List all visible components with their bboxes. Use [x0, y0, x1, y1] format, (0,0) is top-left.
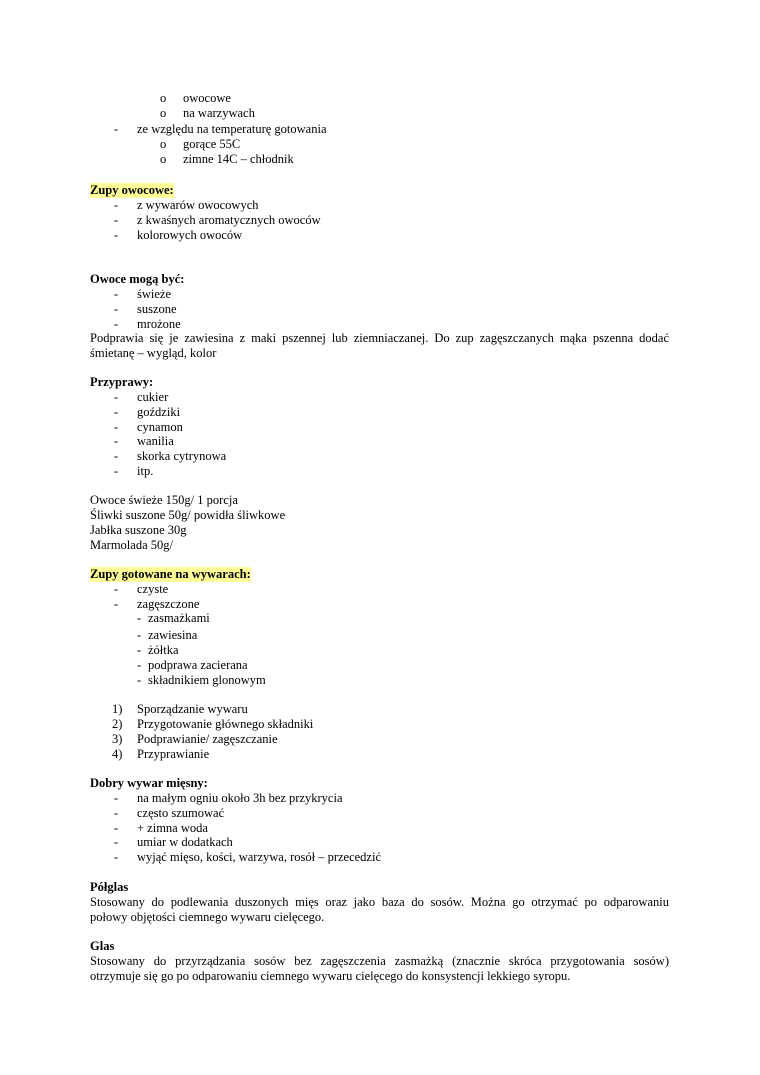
list-item: wyjąć mięso, kości, warzywa, rosół – przecedzić [137, 850, 382, 864]
section-heading-broth-soups: Zupy gotowane na wywarach: [90, 567, 251, 581]
step-number: 4) [112, 747, 123, 761]
list-bullet: o [160, 137, 167, 151]
list-bullet: - [114, 850, 119, 864]
list-item: z kwaśnych aromatycznych owoców [137, 213, 321, 227]
portion-line: Owoce świeże 150g/ 1 porcja [90, 493, 238, 507]
section-heading-glas: Glas [90, 939, 115, 953]
list-bullet: o [160, 152, 167, 166]
list-bullet: - [137, 658, 142, 672]
section-heading-fruit-soups: Zupy owocowe: [90, 183, 174, 197]
list-item: itp. [137, 464, 154, 478]
list-bullet: - [114, 597, 119, 611]
step-text: Sporządzanie wywaru [137, 702, 248, 716]
list-item: suszone [137, 302, 177, 316]
list-item: gorące 55C [183, 137, 241, 151]
glas-line-1: Stosowany do przyrządzania sosów bez zagęszczenia zasmażką (znacznie skróca przygotowania sosów) [90, 954, 669, 968]
list-bullet: - [114, 806, 119, 820]
list-item: zawiesina [148, 628, 198, 642]
list-bullet: - [114, 390, 119, 404]
list-item: mrożone [137, 317, 181, 331]
section-heading-spices: Przyprawy: [90, 375, 154, 389]
list-bullet: - [114, 302, 119, 316]
section-heading-meat-broth: Dobry wywar mięsny: [90, 776, 208, 790]
list-item: podprawa zacierana [148, 658, 248, 672]
list-item: na warzywach [183, 106, 255, 120]
list-item: ze względu na temperaturę gotowania [137, 122, 327, 136]
list-bullet: - [114, 821, 119, 835]
list-item: owocowe [183, 91, 231, 105]
list-item: zimne 14C – chłodnik [183, 152, 294, 166]
list-item: czyste [137, 582, 169, 596]
list-bullet: - [114, 122, 119, 136]
portion-line: Jabłka suszone 30g [90, 523, 187, 537]
list-bullet: - [137, 673, 142, 687]
step-text: Podprawianie/ zagęszczanie [137, 732, 278, 746]
list-bullet: - [114, 198, 119, 212]
list-item: żółtka [148, 643, 179, 657]
list-bullet: - [114, 420, 119, 434]
list-bullet: - [114, 449, 119, 463]
list-bullet: - [137, 643, 142, 657]
list-item: składnikiem glonowym [148, 673, 266, 687]
glas-line-2: otrzymuje się go po odparowaniu ciemnego wywaru cielęcego do konsystencji lekkiego syropu. [90, 969, 571, 983]
list-bullet: - [137, 628, 142, 642]
portion-line: Śliwki suszone 50g/ powidła śliwkowe [90, 508, 286, 522]
list-bullet: - [114, 213, 119, 227]
step-text: Przyprawianie [137, 747, 210, 761]
list-item: z wywarów owocowych [137, 198, 259, 212]
list-item: świeże [137, 287, 172, 301]
list-bullet: - [114, 317, 119, 331]
step-text: Przygotowanie głównego składniki [137, 717, 314, 731]
list-bullet: o [160, 106, 167, 120]
list-bullet: o [160, 91, 167, 105]
list-item: cynamon [137, 420, 183, 434]
list-item: umiar w dodatkach [137, 835, 233, 849]
list-item: zasmażkami [148, 611, 210, 625]
polglas-line-2: połowy objętości ciemnego wywaru cielęcego. [90, 910, 325, 924]
list-bullet: - [114, 835, 119, 849]
paragraph-thickening: Podprawia się je zawiesina z maki pszennej lub ziemniaczanej. Do zup zagęszczanych mąka pszenna dodać śmietanę – wygląd, kolor [90, 331, 669, 360]
polglas-line-1: Stosowany do podlewania duszonych mięs oraz jako baza do sosów. Można go otrzymać po odparowaniu [90, 895, 669, 909]
list-bullet: - [114, 791, 119, 805]
list-bullet: - [114, 405, 119, 419]
section-heading-fruits: Owoce mogą być: [90, 272, 185, 286]
list-item: + zimna woda [137, 821, 208, 835]
list-item: skorka cytrynowa [137, 449, 227, 463]
list-bullet: - [114, 582, 119, 596]
list-item: na małym ogniu około 3h bez przykrycia [137, 791, 343, 805]
step-number: 1) [112, 702, 123, 716]
portion-line: Marmolada 50g/ [90, 538, 173, 552]
list-item: cukier [137, 390, 169, 404]
list-item: zagęszczone [137, 597, 200, 611]
list-bullet: - [114, 228, 119, 242]
list-bullet: - [137, 611, 142, 625]
section-heading-polglas: Półglas [90, 880, 129, 894]
list-item: wanilia [137, 434, 174, 448]
step-number: 2) [112, 717, 123, 731]
list-item: goździki [137, 405, 181, 419]
step-number: 3) [112, 732, 123, 746]
list-item: często szumować [137, 806, 225, 820]
list-bullet: - [114, 464, 119, 478]
list-bullet: - [114, 287, 119, 301]
list-item: kolorowych owoców [137, 228, 243, 242]
list-bullet: - [114, 434, 119, 448]
